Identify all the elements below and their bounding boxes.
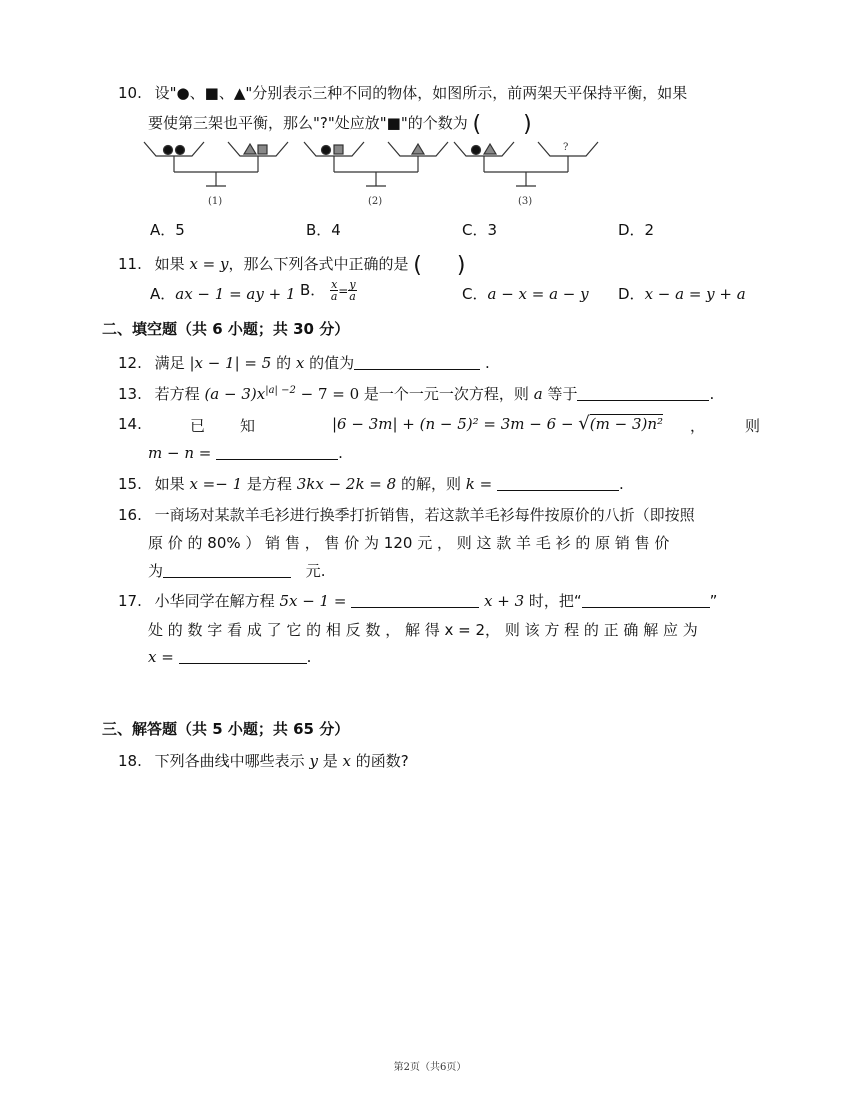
- fig-label-2: (2): [368, 196, 383, 207]
- q10-option-c: C．3: [462, 221, 498, 239]
- q15-text-b: 是方程: [246, 475, 292, 493]
- q11-option-b: [300, 279, 357, 302]
- section-3-title: 三、解答题（共 5 小题；共 65 分）: [102, 720, 350, 738]
- answer-paren: ( ): [413, 253, 466, 278]
- q10-sep2: 、: [218, 84, 234, 102]
- q17-line3: [148, 648, 311, 666]
- q12-text-b: 的: [276, 354, 292, 372]
- q15-text-c: 的解，则: [400, 475, 461, 493]
- q17-end: .: [306, 648, 312, 666]
- square-icon: [258, 145, 267, 154]
- q13-number: 13.: [118, 385, 142, 403]
- square-icon: [334, 145, 343, 154]
- q16-number: 16.: [118, 506, 142, 524]
- circle-icon: ●: [176, 84, 190, 102]
- circle-icon: [472, 146, 481, 155]
- q17-text-b: 时，把“: [528, 592, 582, 610]
- q14-comma: ，: [690, 417, 706, 435]
- q10-sep1: 、: [189, 84, 205, 102]
- circle-icon: [164, 146, 173, 155]
- q10-option-d: D．2: [618, 221, 655, 239]
- q11-option-d: [618, 283, 746, 304]
- fraction-y-over-a: $\frac{y}{a}$: [349, 278, 356, 303]
- q11-text-a: 如果: [154, 255, 185, 273]
- answer-blank[interactable]: [179, 649, 307, 664]
- square-icon: ■: [386, 114, 401, 132]
- answer-blank[interactable]: [582, 593, 710, 608]
- q17-line1: [118, 590, 717, 611]
- q17-number: 17.: [118, 592, 142, 610]
- q10-option-a: A．5: [150, 221, 185, 239]
- circle-icon: [176, 146, 185, 155]
- q17-text-c: ”: [709, 592, 718, 610]
- q14-lhs: m − n =: [148, 444, 212, 462]
- q15-number: 15.: [118, 475, 142, 493]
- q10-text-b: "分别表示三种不同的物体，如图所示，前两架天平保持平衡，如果: [245, 84, 688, 102]
- q11-number: 11.: [118, 255, 142, 273]
- q18: [118, 750, 409, 771]
- q14-then: 则: [745, 417, 761, 435]
- q15: [118, 473, 624, 494]
- q13-text-b: 是一个一元一次方程，则: [363, 385, 529, 403]
- q10-number: 10.: [118, 84, 142, 102]
- fig-label-3: (3): [518, 196, 533, 207]
- circle-icon: [322, 146, 331, 155]
- q10-text-d: "的个数为: [400, 114, 468, 132]
- q14-sqrt-content: (m − 3)n²: [589, 415, 664, 433]
- q12-text-a: 满足: [154, 354, 185, 372]
- q11-text-b: ，那么下列各式中正确的是: [228, 255, 409, 273]
- q15-text-a: 如果: [154, 475, 185, 493]
- q12-text-c: 的值为: [309, 354, 355, 372]
- q14-line2: [148, 444, 343, 462]
- q17-text-a: 小华同学在解方程: [154, 592, 275, 610]
- q10-line1: [118, 82, 687, 103]
- q15-eq1: x =− 1: [189, 475, 243, 493]
- answer-blank[interactable]: [354, 355, 480, 370]
- square-icon: ■: [204, 84, 219, 102]
- q14-text-a2: 知: [240, 417, 256, 435]
- option-label: D．: [618, 285, 645, 303]
- fraction-x-over-a: $\frac{x}{a}$: [330, 278, 338, 303]
- q16-line1: [118, 504, 695, 525]
- balance-3: [454, 142, 598, 186]
- triangle-icon: ▲: [233, 84, 246, 102]
- q18-text-a: 下列各曲线中哪些表示: [154, 752, 305, 770]
- q13-end: .: [709, 385, 715, 403]
- q16-line3: [148, 560, 326, 581]
- q11-option-a: [150, 283, 296, 304]
- answer-blank[interactable]: [497, 476, 619, 491]
- q13-eq-rest: − 7 = 0: [300, 385, 360, 403]
- q16-text-line1: 一商场对某款羊毛衫进行换季打折销售，若这款羊毛衫每件按原价的八折（即按照: [154, 506, 695, 524]
- q18-var1: y: [309, 752, 318, 770]
- equals-sign: =: [338, 284, 349, 298]
- answer-blank[interactable]: [216, 445, 338, 460]
- q13-eq-exponent: |a| −2: [265, 385, 296, 396]
- q14-eq-main: |6 − 3m| + (n − 5)² = 3m − 6 −: [332, 415, 579, 433]
- q13-eq-base: (a − 3)x: [204, 385, 266, 403]
- q10-option-b: B．4: [306, 221, 341, 239]
- q17-eq1: 5x − 1 =: [279, 592, 347, 610]
- q14-equation: [332, 413, 663, 434]
- q18-var2: x: [342, 752, 351, 770]
- q16-text-a: 为: [148, 562, 164, 580]
- q13: [118, 383, 714, 404]
- sqrt-icon: √: [578, 413, 590, 434]
- q12: [118, 352, 490, 373]
- q14-text-a1: 已: [190, 417, 206, 435]
- page-footer: 第2页（共6页）: [393, 1062, 467, 1073]
- balance-figures: [140, 138, 600, 213]
- q12-end: .: [484, 354, 490, 372]
- q11-option-c: [462, 283, 589, 304]
- answer-blank[interactable]: [351, 593, 479, 608]
- q13-text-a: 若方程: [154, 385, 200, 403]
- option-math: ax − 1 = ay + 1: [175, 285, 296, 303]
- q10-text-c: 要使第三架也平衡，那么"?"处应放": [148, 114, 387, 132]
- question-mark: ?: [563, 142, 569, 153]
- answer-paren: ( ): [472, 112, 532, 137]
- q11-stem: [118, 253, 465, 278]
- q15-eq2: 3kx − 2k = 8: [296, 475, 397, 493]
- option-label: C．: [462, 285, 488, 303]
- answer-blank[interactable]: [577, 386, 709, 401]
- q14-end: .: [338, 444, 343, 462]
- q17-lhs: x =: [148, 648, 174, 666]
- q10-line2: [148, 112, 532, 137]
- triangle-icon: [412, 144, 424, 154]
- triangle-icon: [484, 144, 496, 154]
- q13-text-c: 等于: [547, 385, 578, 403]
- q14-number: 14.: [118, 415, 142, 433]
- triangle-icon: [244, 144, 256, 154]
- q10-text-a: 设": [154, 84, 177, 102]
- option-label: A．: [150, 285, 176, 303]
- answer-blank[interactable]: [163, 563, 291, 578]
- balance-2: [304, 142, 448, 186]
- balance-1: [144, 142, 288, 186]
- option-math: a − x = a − y: [487, 285, 589, 303]
- q18-text-c: 的函数?: [355, 752, 409, 770]
- q15-eq3: k =: [465, 475, 493, 493]
- q17-line2: 处 的 数 字 看 成 了 它 的 相 反 数 ， 解 得 x = 2， 则 该 方 程 的 正 确 解 应 为: [148, 621, 698, 639]
- q11-equation: x = y: [189, 255, 229, 273]
- q12-var: x: [295, 354, 305, 372]
- q13-var: a: [533, 385, 543, 403]
- q16-line2: 原 价 的 80% ） 销 售 ， 售 价 为 120 元 ， 则 这 款 羊 毛 衫 的 原 销 售 价: [148, 534, 670, 552]
- q16-text-b: 元.: [305, 562, 326, 580]
- q12-equation: |x − 1| = 5: [189, 354, 272, 372]
- q15-end: .: [618, 475, 624, 493]
- fig-label-1: (1): [208, 196, 223, 207]
- q12-number: 12.: [118, 354, 142, 372]
- q18-number: 18.: [118, 752, 142, 770]
- q18-text-b: 是: [322, 752, 338, 770]
- option-math: x − a = y + a: [644, 285, 746, 303]
- q17-eq2: x + 3: [484, 592, 525, 610]
- section-2-title: 二、填空题（共 6 小题；共 30 分）: [102, 320, 350, 338]
- option-label: B．: [300, 281, 326, 299]
